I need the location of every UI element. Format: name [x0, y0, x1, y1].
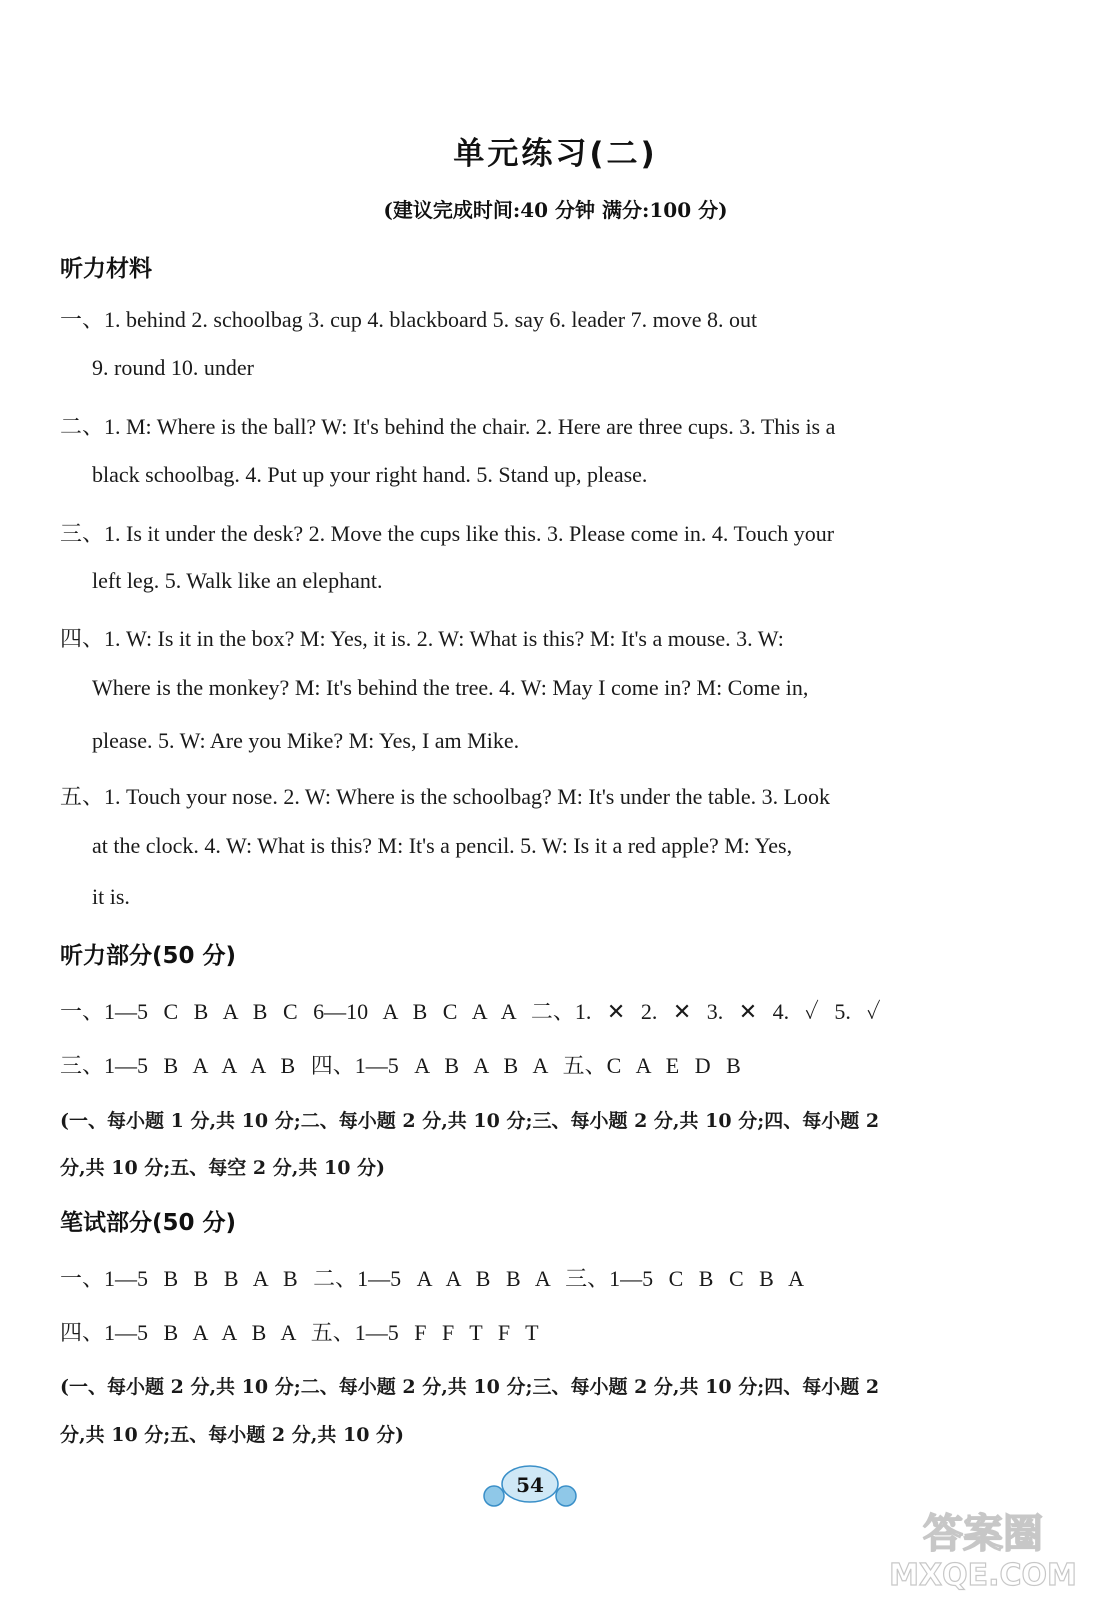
answer-line: 四、1—5 B A A B A 五、1—5 F F T F T [60, 1320, 539, 1345]
score-note: (一、每小题 1 分,共 10 分;二、每小题 2 分,共 10 分;三、每小题 2 分,共 10 分;四、每小题 2 [60, 1110, 880, 1132]
svg-text:MXQE.COM: MXQE.COM [889, 1558, 1077, 1593]
text-line: 一、1. behind 2. schoolbag 3. cup 4. blackboard 5. say 6. leader 7. move 8. out [60, 307, 758, 332]
answer-line: 一、1—5 C B A B C 6—10 A B C A A 二、1. ✕ 2. ✕ 3. ✕ 4. ✓ 5. ✓ [60, 999, 881, 1024]
page-number-ornament [480, 1462, 580, 1508]
page-number-badge [480, 1462, 580, 1508]
section-heading-listening-part: 听力部分(50 分) [60, 943, 237, 969]
text-line: black schoolbag. 4. Put up your right hand. 5. Stand up, please. [92, 462, 648, 487]
page-number: 54 [516, 1473, 544, 1497]
answer-line: 一、1—5 B B B A B 二、1—5 A A B B A 三、1—5 C B C B A [60, 1266, 804, 1291]
text-line: 9. round 10. under [92, 355, 254, 380]
page-subtitle: (建议完成时间:40 分钟 满分:100 分) [383, 198, 728, 222]
score-note: (一、每小题 2 分,共 10 分;二、每小题 2 分,共 10 分;三、每小题 2 分,共 10 分;四、每小题 2 [60, 1376, 880, 1398]
svg-text:答案圈: 答案圈 [923, 1511, 1043, 1557]
page-title: 单元练习(二) [453, 136, 658, 172]
text-line: left leg. 5. Walk like an elephant. [92, 568, 383, 593]
score-note: 分,共 10 分;五、每小题 2 分,共 10 分) [60, 1424, 405, 1446]
text-line: at the clock. 4. W: What is this? M: It's a pencil. 5. W: Is it a red apple? M: Yes, [92, 833, 793, 858]
section-heading-written-part: 笔试部分(50 分) [60, 1210, 237, 1236]
text-line: Where is the monkey? M: It's behind the tree. 4. W: May I come in? M: Come in, [92, 675, 809, 700]
text-line: it is. [92, 884, 130, 909]
section-heading-listening-material: 听力材料 [60, 256, 152, 282]
score-note: 分,共 10 分;五、每空 2 分,共 10 分) [60, 1157, 386, 1179]
watermark-logo [873, 1499, 1093, 1594]
answer-line: 三、1—5 B A A A B 四、1—5 A B A B A 五、C A E D B [60, 1053, 741, 1078]
text-line: 三、1. Is it under the desk? 2. Move the cups like this. 3. Please come in. 4. Touch your [60, 521, 835, 546]
text-line: 二、1. M: Where is the ball? W: It's behind the chair. 2. Here are three cups. 3. This is a [60, 414, 836, 439]
text-line: 四、1. W: Is it in the box? M: Yes, it is. 2. W: What is this? M: It's a mouse. 3. W: [60, 626, 784, 651]
text-line: please. 5. W: Are you Mike? M: Yes, I am Mike. [92, 728, 520, 753]
text-line: 五、1. Touch your nose. 2. W: Where is the schoolbag? M: It's under the table. 3. Look [60, 784, 831, 809]
